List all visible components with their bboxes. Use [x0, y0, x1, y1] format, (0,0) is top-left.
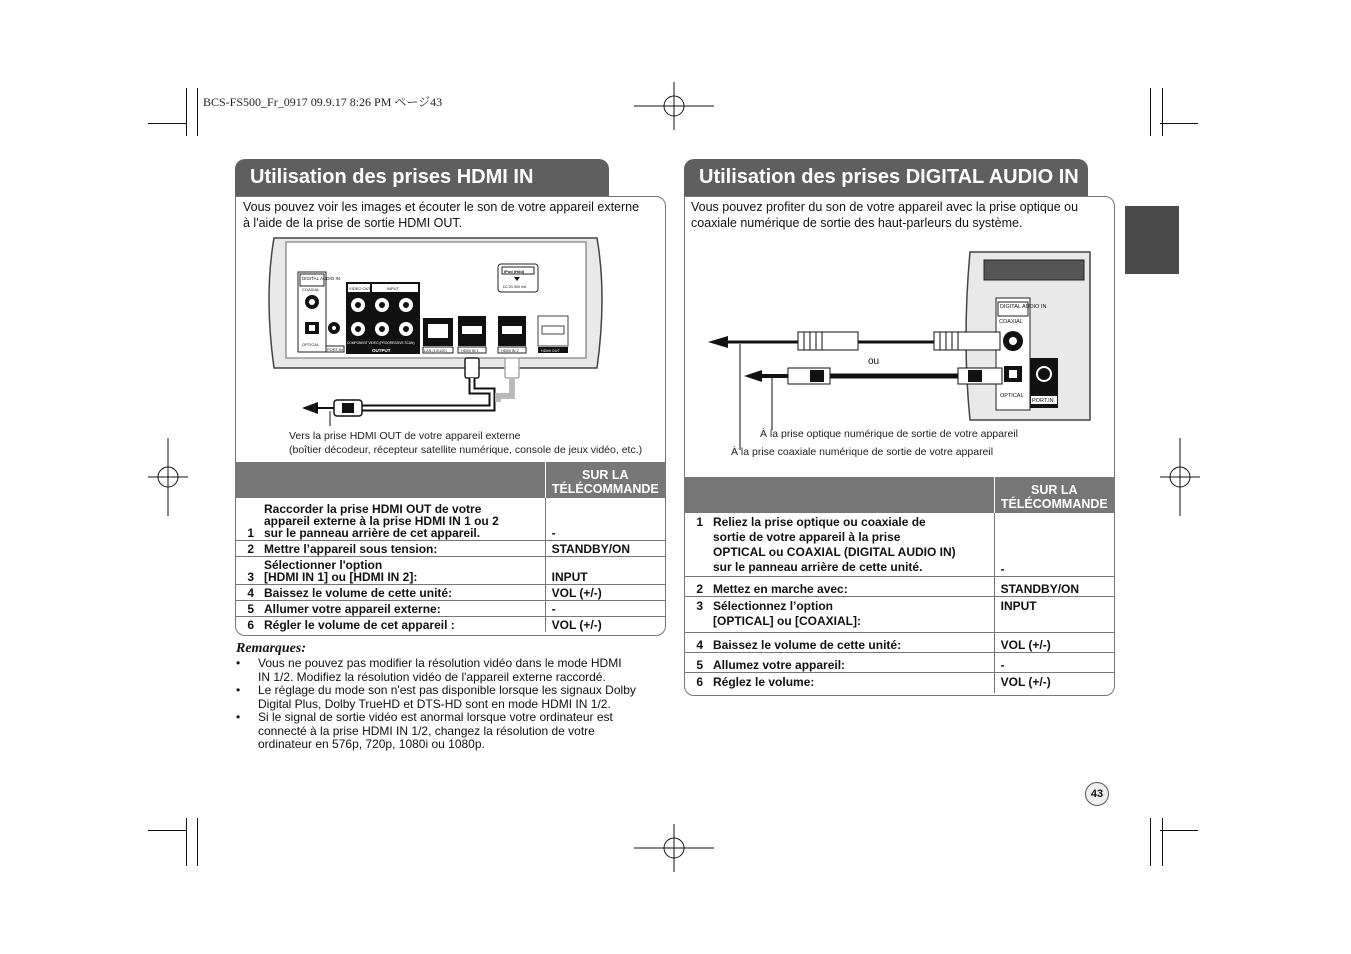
table-header-remote: SUR LA TÉLÉCOMMANDE — [545, 462, 665, 498]
svg-text:HDMI IN 1: HDMI IN 1 — [461, 349, 479, 353]
table-header-remote: SUR LA TÉLÉCOMMANDE — [994, 477, 1114, 513]
svg-text:COAXIAL: COAXIAL — [302, 287, 320, 292]
chapter-tab — [1125, 206, 1179, 274]
caption-coaxial: À la prise coaxiale numérique de sortie de votre appareil — [731, 446, 994, 458]
list-item: • Si le signal de sortie vidéo est anormal lorsque votre ordinateur est connecté à la prise HDMI IN 1/2, changez la résolution de votre ordinateur en 576p, 720p, 1080i ou 1080p. — [236, 710, 613, 751]
label-digital-audio-in: DIGITAL AUDIO IN — [302, 276, 341, 281]
section-title-hdmi: Utilisation des prises HDMI IN — [235, 159, 609, 196]
hdmi-connection-diagram — [262, 236, 607, 426]
svg-text:OPTICAL: OPTICAL — [1000, 393, 1024, 399]
digital-audio-steps-table — [685, 477, 1114, 693]
list-item: • Vous ne pouvez pas modifier la résolution vidéo dans le mode HDMI IN 1/2. Modifiez la résolution vidéo de l'appareil externe raccordé. — [236, 656, 622, 684]
svg-text:PORT.IN: PORT.IN — [1032, 398, 1054, 404]
svg-text:INPUT: INPUT — [387, 286, 399, 291]
label-ou: ou — [868, 356, 880, 367]
registration-mark-top — [634, 82, 714, 130]
table-row: 3 Sélectionner l'option [HDMI IN 1] ou [HDMI IN 2]: INPUT — [236, 556, 665, 584]
hdmi-steps-table — [236, 462, 665, 632]
table-row: 1 Raccorder la prise HDMI OUT de votre appareil externe à la prise HDMI IN 1 ou 2 sur le panneau arrière de cet appareil. - — [236, 498, 665, 540]
svg-text:HDMI OUT: HDMI OUT — [541, 349, 560, 353]
notes-list — [236, 657, 666, 752]
table-row: 6 Réglez le volume: VOL (+/-) — [685, 673, 1114, 693]
caption-optical: À la prise optique numérique de sortie de votre appareil — [760, 428, 1018, 440]
svg-text:COMPONENT VIDEO (PROGRESSIVE S: COMPONENT VIDEO (PROGRESSIVE SCAN) — [347, 341, 415, 345]
svg-text:PORT.IN: PORT.IN — [327, 347, 343, 352]
hdmi-intro: Vous pouvez voir les images et écouter le son de votre appareil externe à l'aide de la prise de sortie HDMI OUT. — [243, 200, 640, 230]
table-row: 4 Baissez le volume de cette unité: VOL (+/-) — [685, 633, 1114, 653]
table-row: 6 Régler le volume de cet appareil : VOL (+/-) — [236, 616, 665, 632]
hdmi-caption: Vers la prise HDMI OUT de votre appareil externe (boîtier décodeur, récepteur satellite numérique, console de jeux vidéo, etc.) — [289, 430, 643, 456]
table-row: 1 Reliez la prise optique ou coaxiale de sortie de votre appareil à la prise OPTICAL ou COAXIAL (DIGITAL AUDIO IN) sur le panneau arrière de cette unité. - — [685, 513, 1114, 577]
table-row: 3 Sélectionnez l’option [OPTICAL] ou [COAXIAL]: INPUT — [685, 597, 1114, 633]
table-row: 4 Baissez le volume de cette unité: VOL (+/-) — [236, 584, 665, 600]
print-header: BCS-FS500_Fr_0917 09.9.17 8:26 PM ページ43 — [203, 95, 443, 109]
svg-text:OPTICAL: OPTICAL — [302, 342, 320, 347]
svg-text:OUTPUT: OUTPUT — [372, 348, 391, 353]
table-row: 5 Allumer votre appareil externe: - — [236, 600, 665, 616]
svg-text:HDMI IN 2: HDMI IN 2 — [501, 349, 519, 353]
svg-text:DC 5V 500 mA: DC 5V 500 mA — [503, 285, 527, 289]
svg-text:iPod (Hdd): iPod (Hdd) — [504, 269, 525, 274]
notes-title: Remarques: — [236, 641, 306, 656]
table-row: 2 Mettre l’appareil sous tension: STANDBY/ON — [236, 540, 665, 556]
registration-mark-bottom — [634, 824, 714, 872]
svg-text:VIDEO OUT: VIDEO OUT — [349, 286, 372, 291]
digital-audio-intro: Vous pouvez profiter du son de votre appareil avec la prise optique ou coaxiale numérique de sortie des haut-parleurs du système. — [691, 200, 1079, 230]
table-row: 5 Allumez votre appareil: - — [685, 653, 1114, 673]
registration-mark-left — [148, 438, 188, 516]
registration-mark-right — [1160, 438, 1200, 516]
svg-text:DIGITAL AUDIO IN: DIGITAL AUDIO IN — [1000, 304, 1047, 310]
list-item: • Le réglage du mode son n'est pas disponible lorsque les signaux Dolby Digital Plus, Dolby TrueHD et DTS-HD sont en mode HDMI IN 1/2. — [236, 683, 636, 711]
table-row: 2 Mettez en marche avec: STANDBY/ON — [685, 577, 1114, 597]
page-number: 43 — [1085, 782, 1109, 806]
section-title-digital-audio: Utilisation des prises DIGITAL AUDIO IN — [684, 159, 1088, 196]
svg-text:LAN (10/100): LAN (10/100) — [424, 349, 447, 353]
svg-text:COAXIAL: COAXIAL — [999, 319, 1023, 325]
